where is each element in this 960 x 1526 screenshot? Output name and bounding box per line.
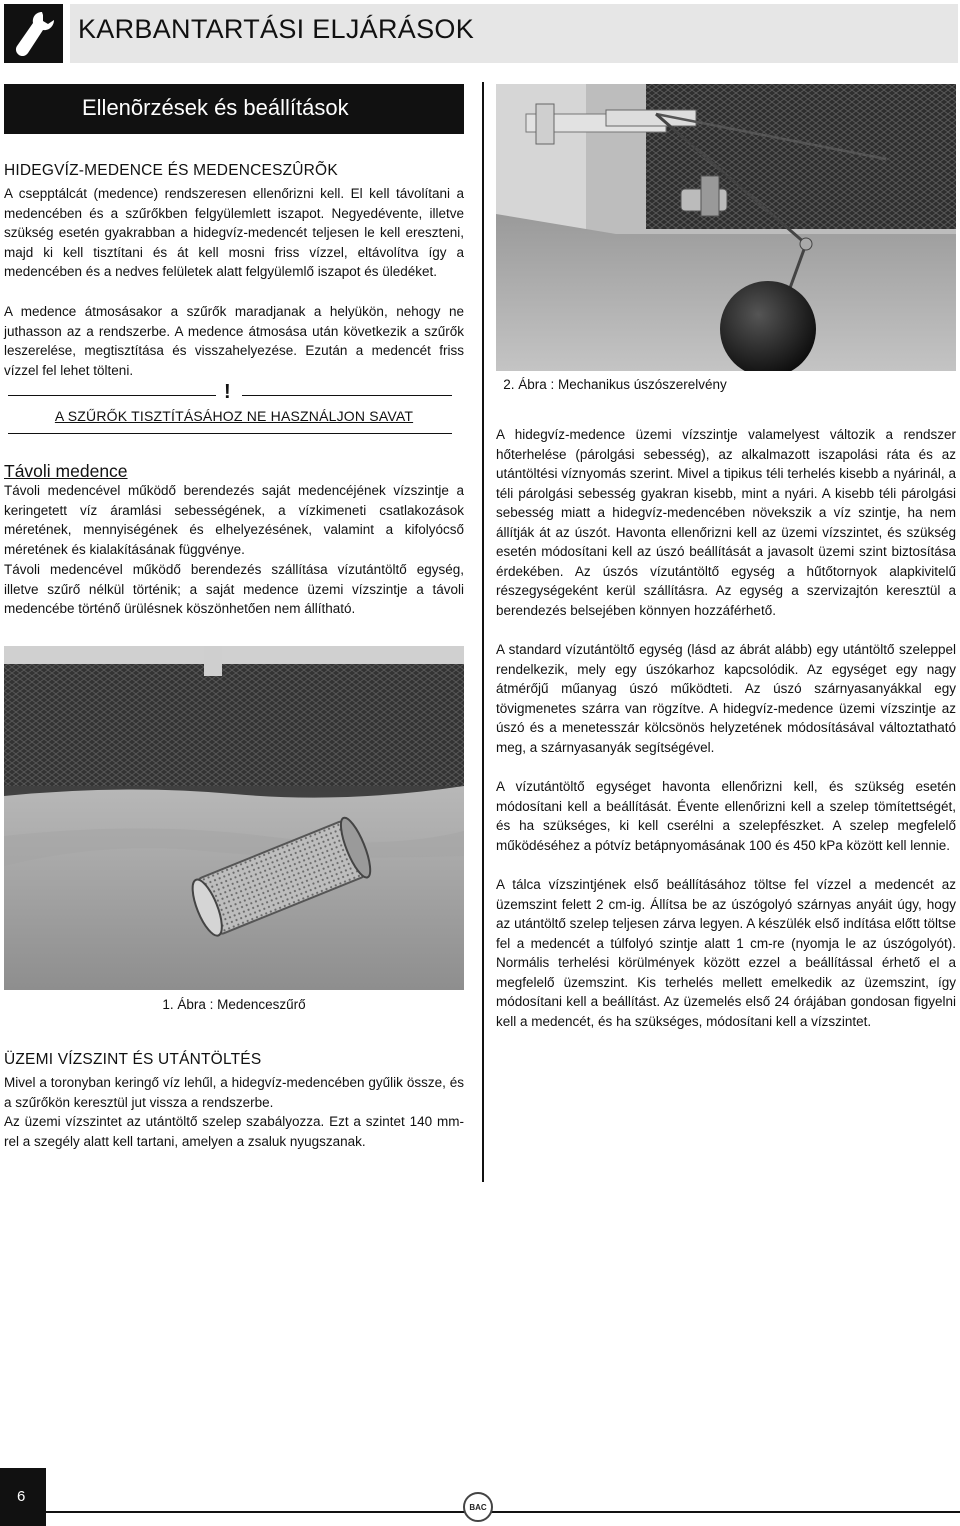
page-number: 6 (17, 1488, 26, 1505)
paragraph-operating-level-varies: A hidegvíz-medence üzemi vízszintje valamelyest változik a rendszer hőterhelése (párolgási sebesség), az alkalmazott iszapolási ráta és az utántöltési víznyomás szerint. Mivel a tipikus téli terhelés kisebb a nyárinál, a téli párolgási sebesség gyakran kisebb, mint a nyári. A kisebb téli párolgási sebesség miatt a hidegvíz-medencében növekszik a víz szintje, ha nem állítják át az úszót. Havonta ellenőrizni kell az üzemi vízszintet, és szükség esetén módosítani kell az úszó beállítását a javasolt üzemi szint biztosítása érdekében. Az úszós vízutántöltő egység a hűtőtornyok alapkivitelű részegységeként kerül szállításra. Az egység a szervizajtón keresztül a berendezés belsejében könnyen hozzáférhető. (496, 427, 956, 618)
figure-basin-strainer-photo (4, 646, 464, 990)
warning-rule-bottom (8, 433, 452, 434)
bac-logo-text: BAC (469, 1502, 487, 1512)
paragraph-basin-flushing: A medence átmosásakor a szűrők maradjanak a helyükön, nehogy ne juthasson az a rendszerbe. A medence átmosása után következik a szűrők leszerelése, megtisztítása és visszahelyezése. Ezután a medencét friss vízzel fel lehet tölteni. (4, 304, 464, 378)
section-title: Ellenõrzések és beállítások (82, 95, 349, 120)
page-number-box (0, 1468, 46, 1526)
page-title: KARBANTARTÁSI ELJÁRÁSOK (78, 14, 475, 44)
paragraph-initial-setup: A tálca vízszintjének első beállításához töltse fel vízzel a medencét az üzemszint felett 2 cm-ig. Állítsa be az úszógolyó szárnyas anyáit úgy, hogy az utántöltő szelep teljesen zárva legyen. A készülék első indítása előtt töltse fel a medencét a túlfolyó szintje alatt 1 cm-re (nyomja le az úszógolyót). Normális terhelési körülmények között ezzel a beállítással érhető el a megfelelő üzemszint. Kis terhelés mellett emelkedik az üzemszint, így módosítani kell a beállítást. Az üzemelés első 24 órájában gondosan figyelni kell a medencét, és ha szükséges, módosítani kell a vízszintet. (496, 877, 956, 1029)
figure-float-assembly-photo (496, 84, 956, 371)
paragraph-remote-basin-level: Távoli medencével működő berendezés saját medencéjének vízszintje a keringetett víz áramlási sebességének, a vízkimeneti csatlakozások méretének, mennyiségének és elhelyezésének, valamint a kifolyócső méretének és kialakításának függvénye. (4, 483, 464, 557)
section-banner (4, 84, 464, 134)
warning-exclamation: ! (224, 381, 231, 403)
paragraph-monthly-check: A vízutántöltő egységet havonta ellenőrizni kell, és szükség esetén módosítani kell a beállítását. Évente ellenőrizni kell a szelep tömítettségét, és ha szükséges, ki kell cserélni a szelepfészket. A szelep megfelelő működéséhez a pótvíz betápnyomásának 100 és 450 kPa között kell lennie. (496, 779, 956, 853)
bac-logo (463, 1492, 493, 1522)
figure-1-caption: 1. Ábra : Medenceszűrő (162, 997, 306, 1012)
paragraph-remote-basin-delivery: Távoli medencével működő berendezés szállítása vízutántöltő egység, illetve szűrő nélkül történik; a saját medence üzemi vízszintje a távoli medencébe történő ürülésnek köszönhetően nem állítható. (4, 562, 464, 616)
warning-rule-right (242, 395, 452, 396)
paragraph-basin-cleaning: A csepptálcát (medence) rendszeresen ellenőrizni kell. El kell távolítani a medencében és a szűrőkben felgyülemlett iszapot. Negyedévente, illetve szükség esetén gyakrabban a hidegvíz-medencét teljesen le kell ereszteni, majd ki kell tisztítani és át kell mosni friss vízzel, eltávolítva így a medencében és a nedves felületek alatt felgyülemlő iszapot és üledéket. (4, 186, 464, 279)
column-divider (482, 82, 484, 1182)
figure-2-caption: 2. Ábra : Mechanikus úszószerelvény (503, 377, 727, 392)
paragraph-makeup-valve: Az üzemi vízszintet az utántöltő szelep szabályozza. Ezt a szintet 140 mm-rel a szegély alatt kell tartani, amelyen a zsaluk nyugszanak. (4, 1114, 464, 1149)
header-icon-box (4, 4, 63, 63)
paragraph-standard-makeup-unit: A standard vízutántöltő egység (lásd az ábrát alább) egy utántöltő szeleppel rendelkezik, mely egy úszókarhoz kapcsolódik. Az egységet egy nagy átmérőjű műanyag úszó működteti. Az úszó szárnyasanyákkal egy tövigmenetes szárra van rögzítve. A hidegvíz-medence üzemi vízszintje az úszó és a menetesszár kölcsönös helyzetének módosításával változtatható meg, a szárnyasanyák segítségével. (496, 642, 956, 755)
heading-operating-level: ÜZEMI VÍZSZINT ÉS UTÁNTÖLTÉS (4, 1051, 262, 1068)
warning-rule-left (8, 395, 216, 396)
basin-strainer-illustration (4, 646, 464, 990)
warning-text: A SZŰRŐK TISZTÍTÁSÁHOZ NE HASZNÁLJON SAVAT (54, 408, 414, 424)
float-assembly-illustration (496, 84, 956, 371)
heading-cold-water-basin: HIDEGVÍZ-MEDENCE ÉS MEDENCESZÛRÕK (4, 162, 338, 179)
wrench-icon (12, 10, 56, 58)
paragraph-water-cooling: Mivel a toronyban keringő víz lehűl, a hidegvíz-medencében gyűlik össze, és a szűrőkön keresztül jut vissza a rendszerbe. (4, 1075, 464, 1110)
heading-remote-basin: Távoli medence (4, 461, 128, 481)
